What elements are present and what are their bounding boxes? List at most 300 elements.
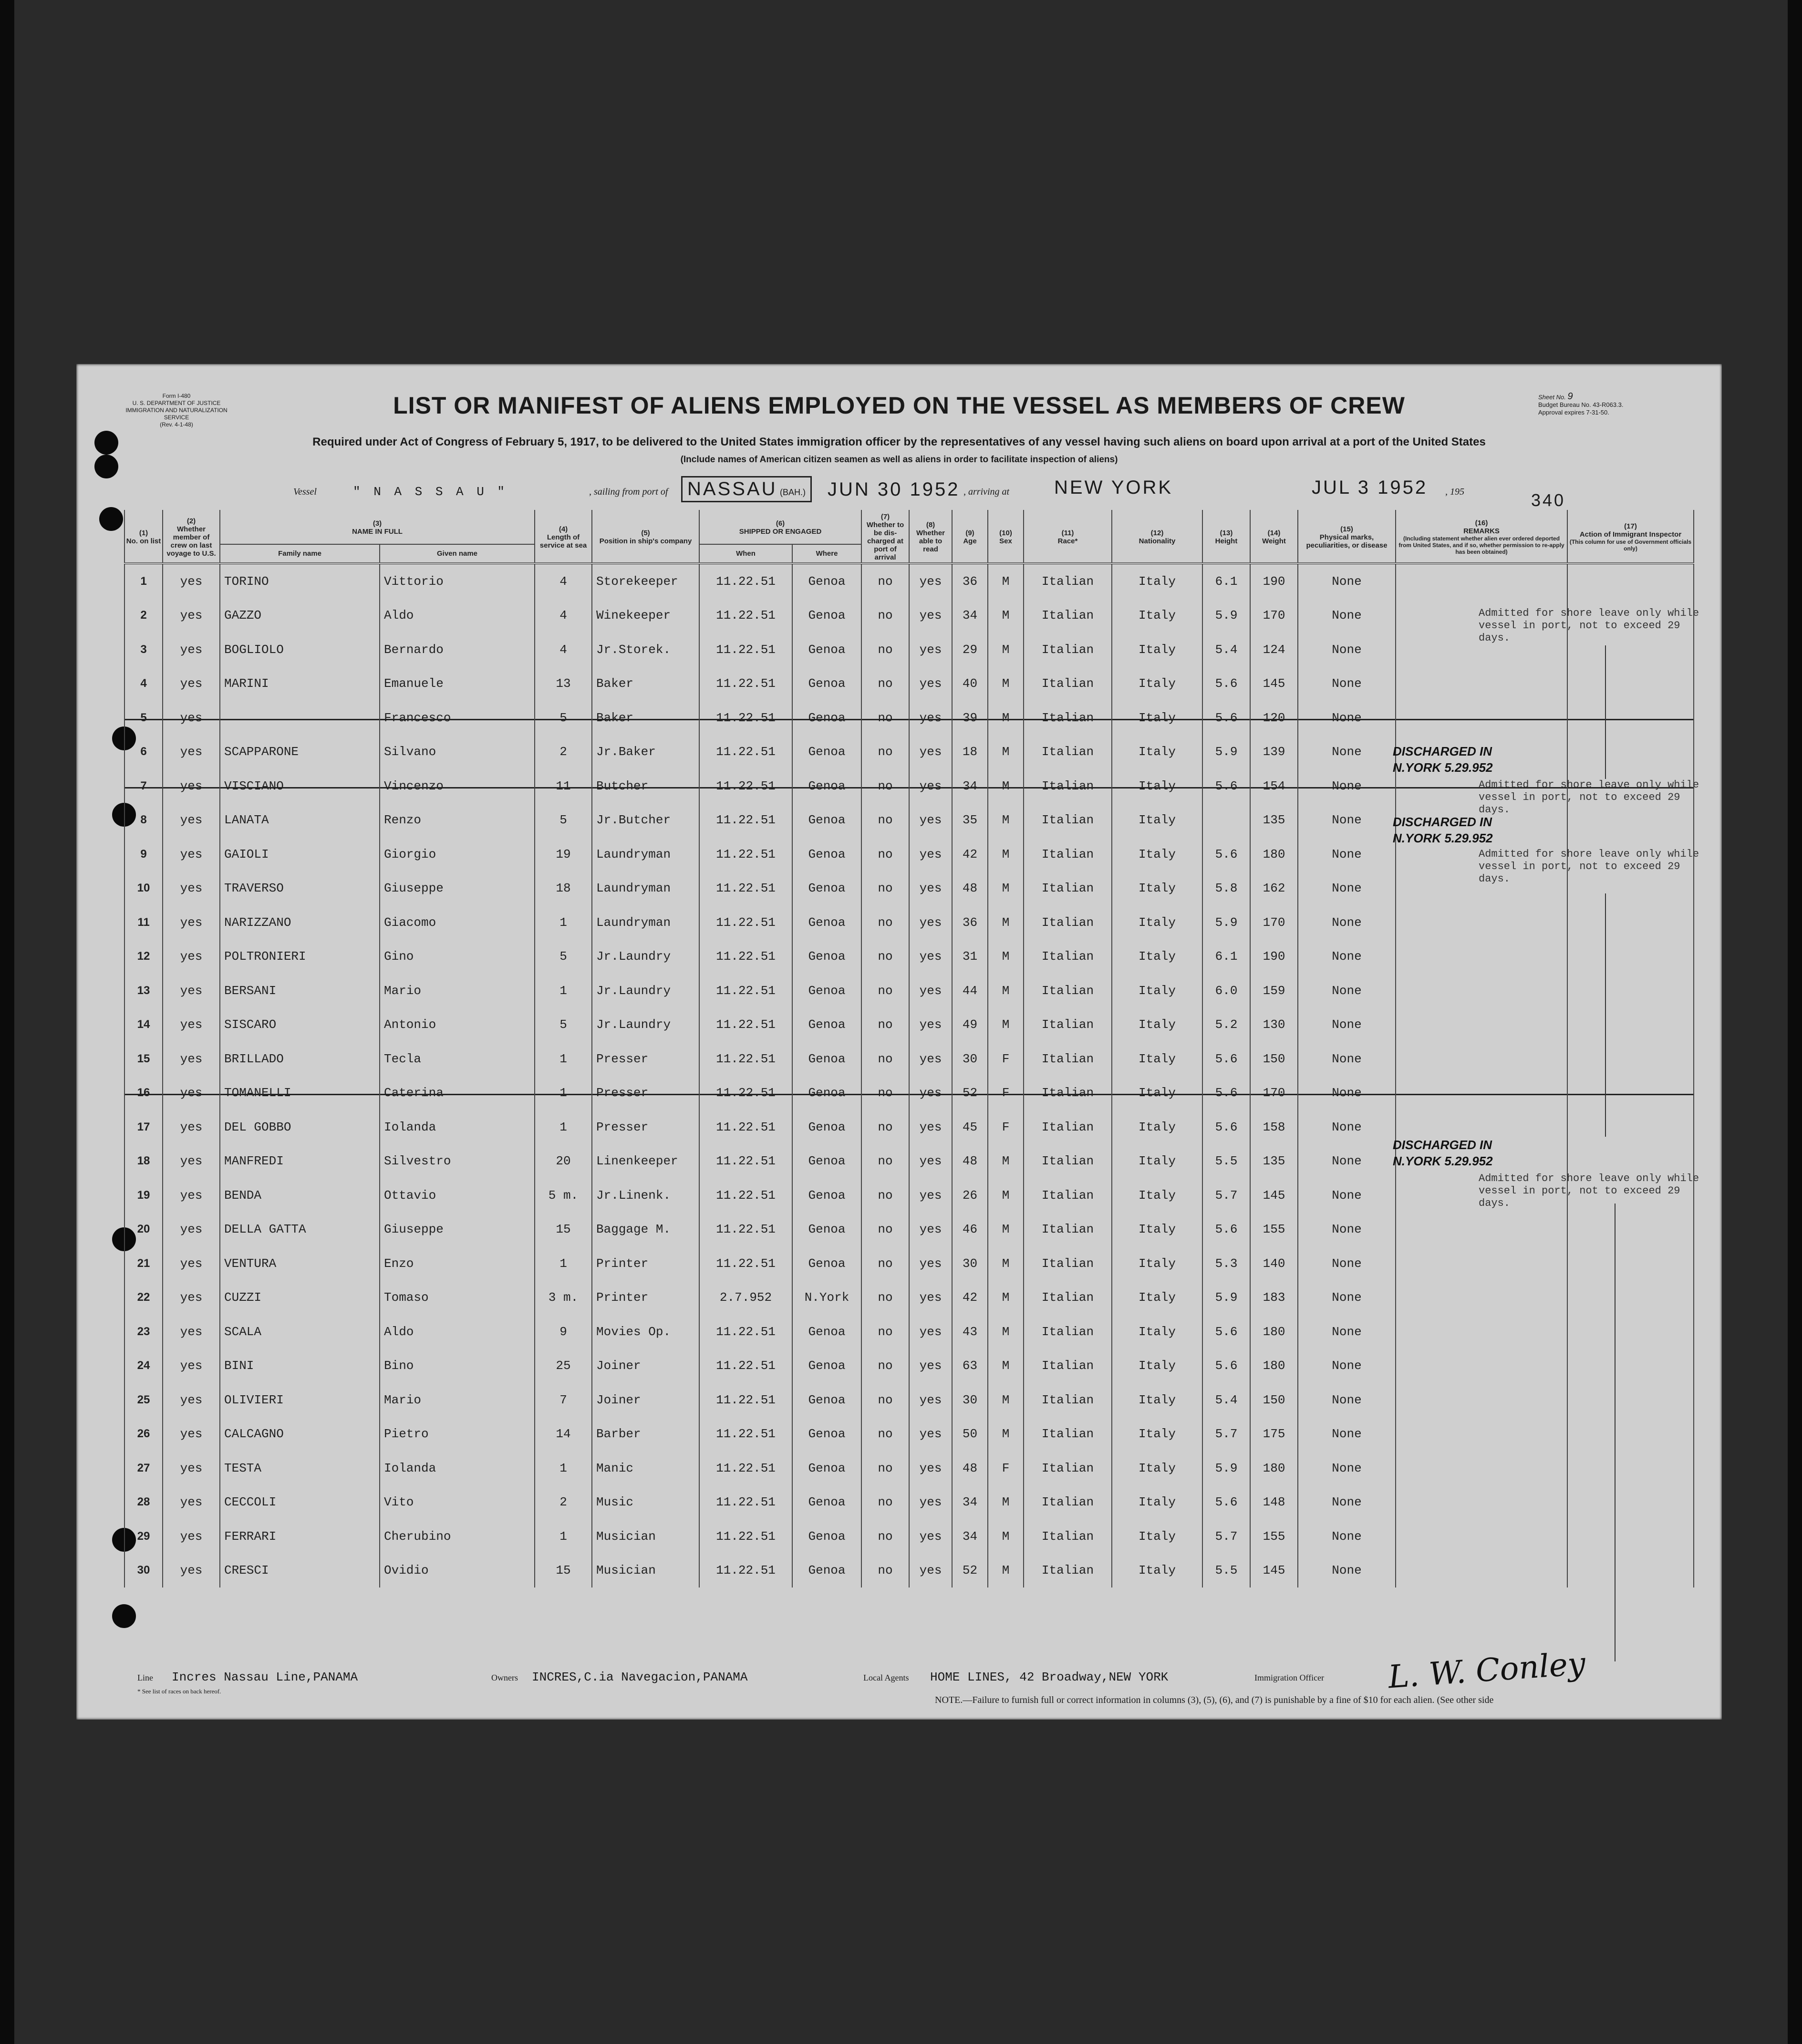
age: 63 xyxy=(952,1349,988,1383)
voyage-line xyxy=(76,476,1722,510)
row-number: 29 xyxy=(124,1519,163,1554)
race: Italian xyxy=(1024,1246,1112,1281)
row-number: 28 xyxy=(124,1485,163,1520)
race: Italian xyxy=(1024,1281,1112,1315)
nationality: Italy xyxy=(1112,1281,1202,1315)
row-number: 14 xyxy=(124,1008,163,1042)
officer-label: Immigration Officer xyxy=(1254,1673,1325,1682)
document-subtitle: Required under Act of Congress of February 5, 1917, to be delivered to the United States immigration officer by the representatives of any vessel having such aliens on board upon arrival at a port of the United States xyxy=(312,436,1486,448)
sex: M xyxy=(988,563,1024,599)
weight: 135 xyxy=(1250,803,1298,838)
shipped-when: 11.22.51 xyxy=(699,1451,792,1485)
discharge: no xyxy=(861,735,909,769)
shipped-where: Genoa xyxy=(792,1076,861,1110)
position: Butcher xyxy=(592,769,699,803)
family-name: BERSANI xyxy=(220,974,380,1008)
age: 34 xyxy=(952,1485,988,1520)
inspector-cell xyxy=(1567,940,1694,974)
remarks-cell xyxy=(1396,1246,1567,1281)
position: Printer xyxy=(592,1281,699,1315)
family-name: CUZZI xyxy=(220,1281,380,1315)
col-header-race: (11) Race* xyxy=(1024,510,1112,563)
physical-marks: None xyxy=(1298,599,1396,633)
given-name: Bernardo xyxy=(380,633,535,667)
physical-marks: None xyxy=(1298,1485,1396,1520)
shipped-where: N.York xyxy=(792,1281,861,1315)
discharge: no xyxy=(861,1519,909,1554)
given-name: Silvano xyxy=(380,735,535,769)
service-length: 1 xyxy=(535,1110,592,1144)
family-name: TRAVERSO xyxy=(220,872,380,906)
shipped-when: 11.22.51 xyxy=(699,872,792,906)
prev-voyage: yes xyxy=(163,1417,220,1452)
row-number: 6 xyxy=(124,735,163,769)
prev-voyage: yes xyxy=(163,803,220,838)
col-header-prev-voyage: (2) Whether member of crew on last voyage to U.S. xyxy=(163,510,220,563)
shipped-where: Genoa xyxy=(792,1383,861,1417)
weight: 148 xyxy=(1250,1485,1298,1520)
shipped-where: Genoa xyxy=(792,1519,861,1554)
family-name: SISCARO xyxy=(220,1008,380,1042)
remarks-cell xyxy=(1396,1281,1567,1315)
family-name: CECCOLI xyxy=(220,1485,380,1520)
shipped-when: 11.22.51 xyxy=(699,735,792,769)
nationality: Italy xyxy=(1112,1213,1202,1247)
given-name: Vito xyxy=(380,1485,535,1520)
age: 52 xyxy=(952,1554,988,1588)
age: 40 xyxy=(952,667,988,701)
weight: 130 xyxy=(1250,1008,1298,1042)
given-name: Giuseppe xyxy=(380,872,535,906)
prev-voyage: yes xyxy=(163,1110,220,1144)
family-name: LANATA xyxy=(220,803,380,838)
shipped-when: 11.22.51 xyxy=(699,1383,792,1417)
shipped-where: Genoa xyxy=(792,667,861,701)
remark-shore-leave: Admitted for shore leave only while vessel in port, not to exceed 29 days. xyxy=(1479,607,1699,644)
shipped-when: 11.22.51 xyxy=(699,1042,792,1076)
nationality: Italy xyxy=(1112,1519,1202,1554)
remarks-cell xyxy=(1396,1451,1567,1485)
shipped-where: Genoa xyxy=(792,1110,861,1144)
height: 5.6 xyxy=(1202,1042,1250,1076)
remarks-cell xyxy=(1396,563,1567,599)
table-row xyxy=(124,974,1694,1008)
discharge: no xyxy=(861,1213,909,1247)
nationality: Italy xyxy=(1112,1246,1202,1281)
shipped-when: 11.22.51 xyxy=(699,1178,792,1213)
nationality: Italy xyxy=(1112,769,1202,803)
remarks-cell xyxy=(1396,701,1567,735)
table-row xyxy=(124,563,1694,599)
height: 5.9 xyxy=(1202,735,1250,769)
sex: F xyxy=(988,1451,1024,1485)
nationality: Italy xyxy=(1112,1008,1202,1042)
punch-hole xyxy=(112,1604,136,1628)
punch-hole xyxy=(99,507,123,531)
remarks-cell xyxy=(1396,1076,1567,1110)
row-number: 9 xyxy=(124,837,163,872)
sex: M xyxy=(988,974,1024,1008)
sex: M xyxy=(988,1519,1024,1554)
service-length: 11 xyxy=(535,769,592,803)
department: U. S. DEPARTMENT OF JUSTICE xyxy=(132,400,221,406)
shipped-where: Genoa xyxy=(792,599,861,633)
physical-marks: None xyxy=(1298,1246,1396,1281)
height: 5.6 xyxy=(1202,701,1250,735)
shipped-when: 11.22.51 xyxy=(699,974,792,1008)
shipped-when: 11.22.51 xyxy=(699,769,792,803)
sex: M xyxy=(988,633,1024,667)
discharge: no xyxy=(861,701,909,735)
given-name: Vincenzo xyxy=(380,769,535,803)
table-row xyxy=(124,1008,1694,1042)
remark-shore-leave: Admitted for shore leave only while vessel in port, not to exceed 29 days. xyxy=(1479,1172,1699,1209)
family-name: TORINO xyxy=(220,563,380,599)
weight: 190 xyxy=(1250,563,1298,599)
weight: 162 xyxy=(1250,872,1298,906)
physical-marks: None xyxy=(1298,872,1396,906)
sex: M xyxy=(988,599,1024,633)
row-number: 18 xyxy=(124,1144,163,1179)
race: Italian xyxy=(1024,1554,1112,1588)
table-row xyxy=(124,872,1694,906)
nationality: Italy xyxy=(1112,735,1202,769)
able-to-read: yes xyxy=(909,1349,952,1383)
departure-port-stamp xyxy=(681,476,812,502)
line-value: Incres Nassau Line,PANAMA xyxy=(172,1670,358,1684)
shipped-where: Genoa xyxy=(792,1144,861,1179)
remarks-cell xyxy=(1396,1485,1567,1520)
weight: 170 xyxy=(1250,599,1298,633)
physical-marks: None xyxy=(1298,1008,1396,1042)
weight: 139 xyxy=(1250,735,1298,769)
given-name: Francesco xyxy=(380,701,535,735)
able-to-read: yes xyxy=(909,803,952,838)
given-name: Aldo xyxy=(380,1315,535,1349)
able-to-read: yes xyxy=(909,1383,952,1417)
shipped-where: Genoa xyxy=(792,974,861,1008)
physical-marks: None xyxy=(1298,1315,1396,1349)
family-name: POLTRONIERI xyxy=(220,940,380,974)
shipped-where: Genoa xyxy=(792,940,861,974)
inspector-cell xyxy=(1567,1554,1694,1588)
position: Storekeeper xyxy=(592,563,699,599)
race: Italian xyxy=(1024,563,1112,599)
weight: 180 xyxy=(1250,837,1298,872)
physical-marks: None xyxy=(1298,1144,1396,1179)
revision: (Rev. 4-1-48) xyxy=(160,421,193,428)
col-header-weight: (14) Weight xyxy=(1250,510,1298,563)
sex: M xyxy=(988,1281,1024,1315)
family-name: SCAPPARONE xyxy=(220,735,380,769)
discharge: no xyxy=(861,803,909,838)
discharge: no xyxy=(861,1315,909,1349)
position: Music xyxy=(592,1485,699,1520)
physical-marks: None xyxy=(1298,769,1396,803)
shipped-when: 11.22.51 xyxy=(699,1417,792,1452)
prev-voyage: yes xyxy=(163,1315,220,1349)
row-number: 19 xyxy=(124,1178,163,1213)
table-row xyxy=(124,599,1694,633)
age: 31 xyxy=(952,940,988,974)
age: 30 xyxy=(952,1042,988,1076)
race: Italian xyxy=(1024,905,1112,940)
race: Italian xyxy=(1024,1110,1112,1144)
sheet-number: 9 xyxy=(1567,391,1573,402)
position: Movies Op. xyxy=(592,1315,699,1349)
inspector-bracket-line xyxy=(1605,645,1606,779)
service-length: 5 xyxy=(535,803,592,838)
nationality: Italy xyxy=(1112,1417,1202,1452)
row-number: 25 xyxy=(124,1383,163,1417)
remarks-cell xyxy=(1396,667,1567,701)
position: Jr.Laundry xyxy=(592,1008,699,1042)
nationality: Italy xyxy=(1112,1383,1202,1417)
discharge: no xyxy=(861,1144,909,1179)
able-to-read: yes xyxy=(909,1042,952,1076)
race: Italian xyxy=(1024,1417,1112,1452)
row-number: 8 xyxy=(124,803,163,838)
age: 26 xyxy=(952,1178,988,1213)
age: 42 xyxy=(952,837,988,872)
shipped-when: 11.22.51 xyxy=(699,1246,792,1281)
row-number: 20 xyxy=(124,1213,163,1247)
table-row xyxy=(124,1076,1694,1110)
able-to-read: yes xyxy=(909,1110,952,1144)
service-length: 9 xyxy=(535,1315,592,1349)
inspector-cell xyxy=(1567,974,1694,1008)
service-length: 4 xyxy=(535,599,592,633)
sex: M xyxy=(988,701,1024,735)
col-header-height: (13) Height xyxy=(1202,510,1250,563)
remarks-cell xyxy=(1396,974,1567,1008)
races-footnote: * See list of races on back hereof. xyxy=(137,1688,221,1695)
row-number: 17 xyxy=(124,1110,163,1144)
service-length: 15 xyxy=(535,1554,592,1588)
inspector-cell xyxy=(1567,667,1694,701)
physical-marks: None xyxy=(1298,735,1396,769)
arriving-label: , arriving at xyxy=(963,487,1010,497)
position: Musician xyxy=(592,1554,699,1588)
able-to-read: yes xyxy=(909,1315,952,1349)
shipped-when: 11.22.51 xyxy=(699,667,792,701)
height: 5.9 xyxy=(1202,905,1250,940)
nationality: Italy xyxy=(1112,1042,1202,1076)
weight: 155 xyxy=(1250,1519,1298,1554)
race: Italian xyxy=(1024,1144,1112,1179)
able-to-read: yes xyxy=(909,905,952,940)
row-number: 30 xyxy=(124,1554,163,1588)
sex: M xyxy=(988,769,1024,803)
col-header-service: (4) Length of service at sea xyxy=(535,510,592,563)
table-row xyxy=(124,1281,1694,1315)
inspector-cell xyxy=(1567,735,1694,769)
physical-marks: None xyxy=(1298,1178,1396,1213)
service-length: 1 xyxy=(535,905,592,940)
sex: M xyxy=(988,1008,1024,1042)
approval-expiry: Approval expires 7-31-50. xyxy=(1538,409,1609,416)
prev-voyage: yes xyxy=(163,837,220,872)
inspector-cell xyxy=(1567,1042,1694,1076)
service-length: 19 xyxy=(535,837,592,872)
discharge: no xyxy=(861,1383,909,1417)
position: Laundryman xyxy=(592,872,699,906)
able-to-read: yes xyxy=(909,1417,952,1452)
shipped-when: 11.22.51 xyxy=(699,1485,792,1520)
inspector-cell xyxy=(1567,1383,1694,1417)
height: 5.6 xyxy=(1202,1213,1250,1247)
shipped-when: 11.22.51 xyxy=(699,1213,792,1247)
able-to-read: yes xyxy=(909,940,952,974)
position: Baker xyxy=(592,701,699,735)
race: Italian xyxy=(1024,1519,1112,1554)
table-row xyxy=(124,1417,1694,1452)
col-header-family-name: Family name xyxy=(220,544,380,563)
table-row xyxy=(124,1519,1694,1554)
sailing-label: , sailing from port of xyxy=(589,487,668,497)
table-row xyxy=(124,667,1694,701)
height: 5.9 xyxy=(1202,1451,1250,1485)
inspector-cell xyxy=(1567,1008,1694,1042)
age: 43 xyxy=(952,1315,988,1349)
family-name: GAZZO xyxy=(220,599,380,633)
shipped-where: Genoa xyxy=(792,837,861,872)
prev-voyage: yes xyxy=(163,1246,220,1281)
given-name: Iolanda xyxy=(380,1110,535,1144)
inspector-cell xyxy=(1567,905,1694,940)
discharge: no xyxy=(861,1246,909,1281)
discharge: no xyxy=(861,1349,909,1383)
sheet-info xyxy=(1538,393,1624,416)
col-header-age: (9) Age xyxy=(952,510,988,563)
shipped-when: 11.22.51 xyxy=(699,599,792,633)
service-length: 2 xyxy=(535,735,592,769)
discharge: no xyxy=(861,1042,909,1076)
service: IMMIGRATION AND NATURALIZATION SERVICE xyxy=(125,407,228,421)
agents-value: HOME LINES, 42 Broadway,NEW YORK xyxy=(930,1670,1169,1684)
age: 44 xyxy=(952,974,988,1008)
height: 6.1 xyxy=(1202,563,1250,599)
race: Italian xyxy=(1024,1349,1112,1383)
race: Italian xyxy=(1024,872,1112,906)
given-name: Giorgio xyxy=(380,837,535,872)
nationality: Italy xyxy=(1112,599,1202,633)
discharge: no xyxy=(861,1178,909,1213)
remarks-cell xyxy=(1396,1417,1567,1452)
given-name: Silvestro xyxy=(380,1144,535,1179)
row-number: 7 xyxy=(124,769,163,803)
inspector-cell xyxy=(1567,563,1694,599)
position: Laundryman xyxy=(592,905,699,940)
remark-shore-leave: Admitted for shore leave only while vessel in port, not to exceed 29 days. xyxy=(1479,779,1699,816)
shipped-when: 11.22.51 xyxy=(699,940,792,974)
shipped-when: 11.22.51 xyxy=(699,1519,792,1554)
service-length: 4 xyxy=(535,563,592,599)
service-length: 3 m. xyxy=(535,1281,592,1315)
given-name: Tecla xyxy=(380,1042,535,1076)
remarks-cell xyxy=(1396,1519,1567,1554)
remarks-cell xyxy=(1396,1554,1567,1588)
remarks-cell xyxy=(1396,1213,1567,1247)
given-name: Iolanda xyxy=(380,1451,535,1485)
age: 18 xyxy=(952,735,988,769)
inspector-cell xyxy=(1567,1281,1694,1315)
sex: M xyxy=(988,1246,1024,1281)
given-name: Giacomo xyxy=(380,905,535,940)
height: 5.9 xyxy=(1202,1281,1250,1315)
given-name: Pietro xyxy=(380,1417,535,1452)
height: 6.0 xyxy=(1202,974,1250,1008)
age: 42 xyxy=(952,1281,988,1315)
race: Italian xyxy=(1024,701,1112,735)
shipped-when: 11.22.51 xyxy=(699,1076,792,1110)
family-name: GAIOLI xyxy=(220,837,380,872)
table-row xyxy=(124,1246,1694,1281)
inspector-bracket-line xyxy=(1615,1204,1616,1661)
row-number: 23 xyxy=(124,1315,163,1349)
row-number: 24 xyxy=(124,1349,163,1383)
row-number: 4 xyxy=(124,667,163,701)
given-name: Renzo xyxy=(380,803,535,838)
discharge: no xyxy=(861,1554,909,1588)
sex: M xyxy=(988,1178,1024,1213)
able-to-read: yes xyxy=(909,701,952,735)
able-to-read: yes xyxy=(909,735,952,769)
discharge: no xyxy=(861,1008,909,1042)
nationality: Italy xyxy=(1112,667,1202,701)
age: 49 xyxy=(952,1008,988,1042)
nationality: Italy xyxy=(1112,905,1202,940)
service-length: 5 m. xyxy=(535,1178,592,1213)
vessel-label: Vessel xyxy=(293,487,317,497)
inspector-cell xyxy=(1567,1246,1694,1281)
position: Linenkeeper xyxy=(592,1144,699,1179)
prev-voyage: yes xyxy=(163,735,220,769)
weight: 175 xyxy=(1250,1417,1298,1452)
position: Joiner xyxy=(592,1383,699,1417)
owners-value: INCRES,C.ia Navegacion,PANAMA xyxy=(532,1670,748,1684)
family-name: MANFREDI xyxy=(220,1144,380,1179)
prev-voyage: yes xyxy=(163,1213,220,1247)
weight: 170 xyxy=(1250,1076,1298,1110)
position: Presser xyxy=(592,1076,699,1110)
able-to-read: yes xyxy=(909,599,952,633)
able-to-read: yes xyxy=(909,1485,952,1520)
table-row xyxy=(124,633,1694,667)
inspector-cell xyxy=(1567,701,1694,735)
physical-marks: None xyxy=(1298,667,1396,701)
weight: 145 xyxy=(1250,1554,1298,1588)
height: 5.6 xyxy=(1202,837,1250,872)
service-length: 5 xyxy=(535,701,592,735)
height: 5.7 xyxy=(1202,1519,1250,1554)
position: Manic xyxy=(592,1451,699,1485)
nationality: Italy xyxy=(1112,837,1202,872)
remark-discharged: DISCHARGED IN N.YORK 5.29.952 xyxy=(1393,744,1493,775)
weight: 170 xyxy=(1250,905,1298,940)
discharge: no xyxy=(861,905,909,940)
shipped-where: Genoa xyxy=(792,1178,861,1213)
shipped-when: 11.22.51 xyxy=(699,1315,792,1349)
prev-voyage: yes xyxy=(163,1144,220,1179)
sheet-label: Sheet No. xyxy=(1538,394,1566,401)
position: Presser xyxy=(592,1110,699,1144)
age: 35 xyxy=(952,803,988,838)
shipped-where: Genoa xyxy=(792,1451,861,1485)
prev-voyage: yes xyxy=(163,1042,220,1076)
nationality: Italy xyxy=(1112,1076,1202,1110)
service-length: 1 xyxy=(535,974,592,1008)
